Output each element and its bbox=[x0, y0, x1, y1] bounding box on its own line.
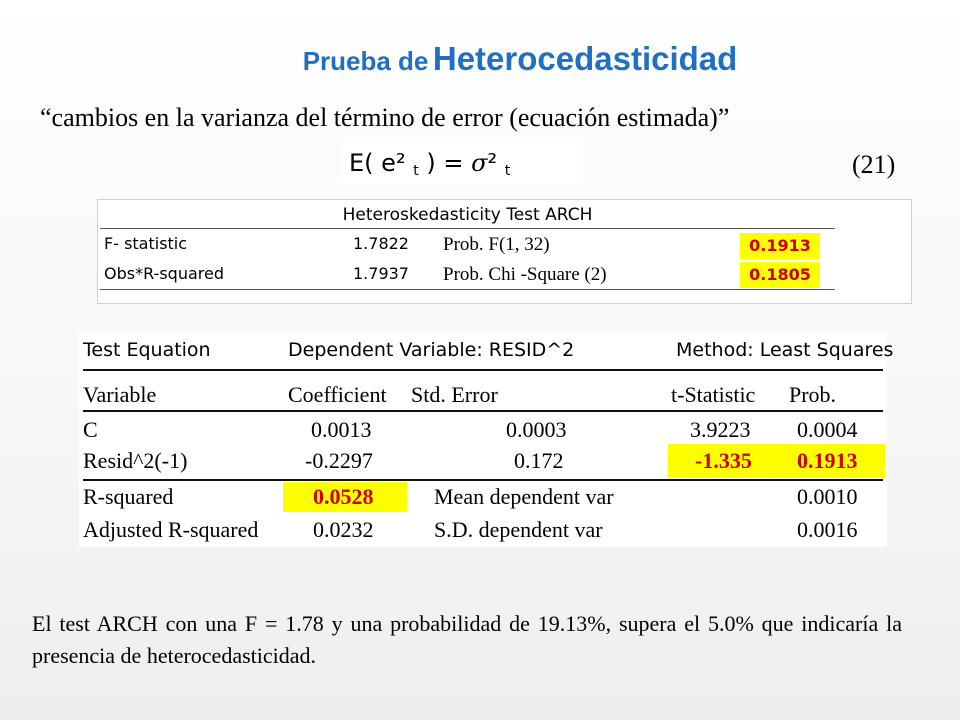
coefficient: 0.0013 bbox=[311, 417, 372, 442]
subtitle: “cambios en la varianza del término de error (ecuación estimada)” bbox=[40, 103, 730, 132]
stat-label: R-squared bbox=[83, 484, 174, 509]
arch-row-label: F- statistic bbox=[104, 234, 188, 253]
test-equation-title: Test Equation bbox=[83, 339, 211, 361]
divider bbox=[83, 410, 883, 412]
title-part1: Prueba de bbox=[302, 46, 429, 76]
stat-value: 0.0528 bbox=[313, 484, 374, 509]
std-error: 0.172 bbox=[514, 448, 564, 473]
column-header: Std. Error bbox=[411, 382, 498, 407]
stat-value: 0.0016 bbox=[797, 517, 858, 542]
formula-sq: ² bbox=[487, 149, 498, 177]
table-row bbox=[100, 260, 835, 290]
arch-row-prob: 0.1913 bbox=[740, 233, 820, 259]
arch-row-label: Obs*R-squared bbox=[104, 264, 224, 283]
title-part2: Heterocedasticidad bbox=[432, 40, 738, 77]
probability: 0.1913 bbox=[797, 448, 858, 473]
stat-value: 0.0010 bbox=[797, 484, 858, 509]
arch-row-prob-label: Prob. F(1, 32) bbox=[443, 234, 550, 255]
equation-number: (21) bbox=[852, 150, 896, 179]
stat-value: 0.0232 bbox=[313, 517, 374, 542]
test-equation-table bbox=[79, 331, 894, 547]
slide-title bbox=[0, 40, 960, 78]
conclusion-text: El test ARCH con una F = 1.78 y una probabilidad de 19.13%, supera el 5.0% que indicaría la presencia de heterocedasticidad. bbox=[32, 611, 902, 668]
variable-name: C bbox=[83, 417, 98, 442]
arch-row-value: 1.7822 bbox=[353, 234, 409, 253]
t-statistic: 3.9223 bbox=[690, 417, 751, 442]
dependent-variable: Dependent Variable: RESID^2 bbox=[288, 339, 575, 361]
column-header: Prob. bbox=[789, 382, 837, 407]
stat-label: Mean dependent var bbox=[434, 484, 614, 509]
formula-sub: t bbox=[413, 163, 419, 179]
formula-sigma: σ bbox=[471, 149, 488, 177]
column-header: Variable bbox=[83, 382, 157, 407]
table-row bbox=[100, 230, 835, 260]
probability: 0.0004 bbox=[797, 417, 858, 442]
t-statistic: -1.335 bbox=[695, 448, 752, 473]
formula-sub2: t bbox=[504, 163, 511, 179]
stat-label: Adjusted R-squared bbox=[83, 517, 259, 542]
divider bbox=[83, 479, 883, 481]
method-label: Method: Least Squares bbox=[676, 339, 894, 361]
formula-var: e² bbox=[381, 149, 406, 177]
std-error: 0.0003 bbox=[506, 417, 567, 442]
column-header: t-Statistic bbox=[671, 382, 756, 407]
formula bbox=[343, 142, 583, 184]
stat-label: S.D. dependent var bbox=[434, 517, 603, 542]
arch-row-value: 1.7937 bbox=[353, 264, 409, 283]
arch-row-prob-label: Prob. Chi -Square (2) bbox=[443, 264, 607, 285]
arch-row-prob: 0.1805 bbox=[740, 262, 820, 288]
column-header: Coefficient bbox=[288, 382, 387, 407]
divider bbox=[100, 289, 835, 290]
divider bbox=[83, 369, 883, 371]
coefficient: -0.2297 bbox=[305, 448, 373, 473]
formula-lhs: E( bbox=[349, 149, 374, 177]
arch-test-table bbox=[97, 199, 912, 304]
formula-mid: ) = bbox=[426, 149, 464, 177]
arch-test-title: Heteroskedasticity Test ARCH bbox=[100, 202, 835, 229]
variable-name: Resid^2(-1) bbox=[83, 448, 188, 473]
